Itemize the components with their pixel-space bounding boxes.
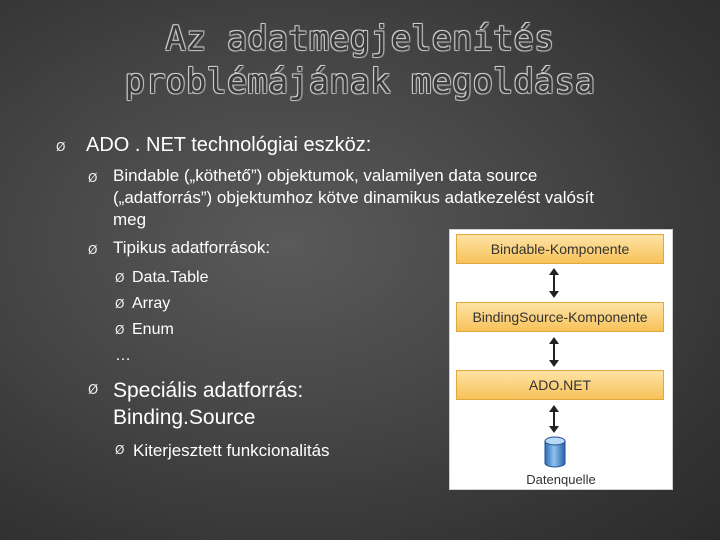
bullet-icon: Ø (88, 243, 98, 257)
sub-bullet-typical-sources: Tipikus adatforrások: (113, 238, 271, 257)
diagram-db-label: Datenquelle (526, 472, 596, 487)
sub-bullet-bindable-line-3: meg (113, 210, 147, 229)
sub-bullet-bindable-line-1: Bindable („köthető”) objektumok, valamilyen data source (113, 166, 538, 185)
diagram-box-bindable: Bindable-Komponente (456, 234, 664, 264)
bullet-icon: Ø (115, 271, 125, 285)
double-arrow-icon (548, 405, 560, 433)
main-bullet-text: ADO . NET technológiai eszköz: (86, 134, 372, 156)
double-arrow-icon (548, 337, 560, 367)
bullet-icon: Ø (115, 443, 125, 457)
ellipsis: … (115, 347, 131, 364)
database-icon (544, 436, 566, 468)
diagram-box-adonet: ADO.NET (456, 370, 664, 400)
extended-functionality: Kiterjesztett funkcionalitás (133, 441, 330, 460)
bullet-icon: Ø (115, 297, 125, 311)
bullet-icon: Ø (115, 323, 125, 337)
title-line-1: Az adatmegjelenítés (165, 19, 555, 59)
special-source-line-2: Binding.Source (113, 406, 256, 429)
double-arrow-icon (548, 268, 560, 298)
special-source-line-1: Speciális adatforrás: (113, 379, 304, 402)
binding-diagram (449, 229, 673, 490)
bullet-icon: Ø (88, 171, 98, 185)
bullet-icon: Ø (56, 140, 66, 154)
slide-title (0, 18, 720, 104)
sub-bullet-bindable-line-2: („adatforrás”) objektumhoz kötve dinamikus adatkezelést valósít (113, 188, 594, 207)
source-item-array: Array (132, 295, 171, 312)
source-item-datatable: Data.Table (132, 269, 209, 286)
source-item-enum: Enum (132, 321, 174, 338)
diagram-box-bindingsource: BindingSource-Komponente (456, 302, 664, 332)
bullet-icon: Ø (88, 383, 99, 398)
title-line-2: problémájának megoldása (124, 62, 596, 102)
